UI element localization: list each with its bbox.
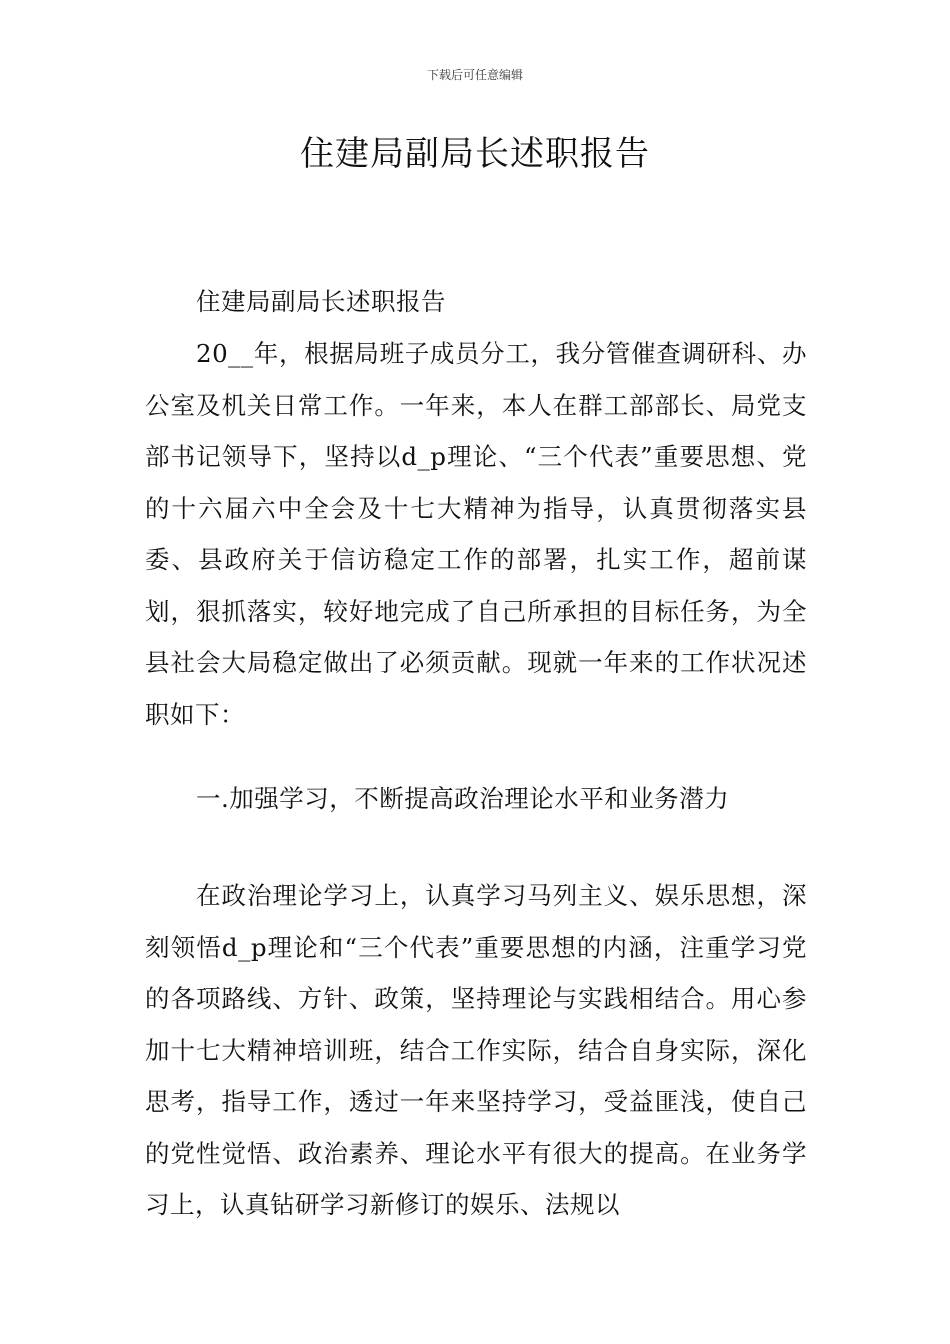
section-heading-1: 一.加强学习，不断提高政治理论水平和业务潜力 [196,784,730,813]
document-subtitle: 住建局副局长述职报告 [196,287,446,316]
page-header-note: 下载后可任意编辑 [426,68,523,82]
document-title: 住建局副局长述职报告 [300,134,650,174]
paragraph-study: 在政治理论学习上，认真学习马列主义、娱乐思想，深刻领悟d_p理论和“三个代表”重要思想的内涵，注重学习党的各项路线、方针、政策，坚持理论与实践相结合。用心参加十七大精神培训班，结合工作实际，结合自身实际，深化思考，指导工作，透过一年来坚持学习，受益匪浅，使自己的党性觉悟、政治素养、理论水平有很大的提高。在业务学习上，认真钻研学习新修订的娱乐、法规以 [145,881,807,1219]
paragraph-intro: 20__年，根据局班子成员分工，我分管催查调研科、办公室及机关日常工作。一年来，本人在群工部部长、局党支部书记领导下，坚持以d_p理论、“三个代表”重要思想、党的十六届六中全会及十七大精神为指导，认真贯彻落实县委、县政府关于信访稳定工作的部署，扎实工作，超前谋划，狠抓落实，较好地完成了自己所承担的目标任务，为全县社会大局稳定做出了必须贡献。现就一年来的工作状况述职如下： [145,339,807,729]
